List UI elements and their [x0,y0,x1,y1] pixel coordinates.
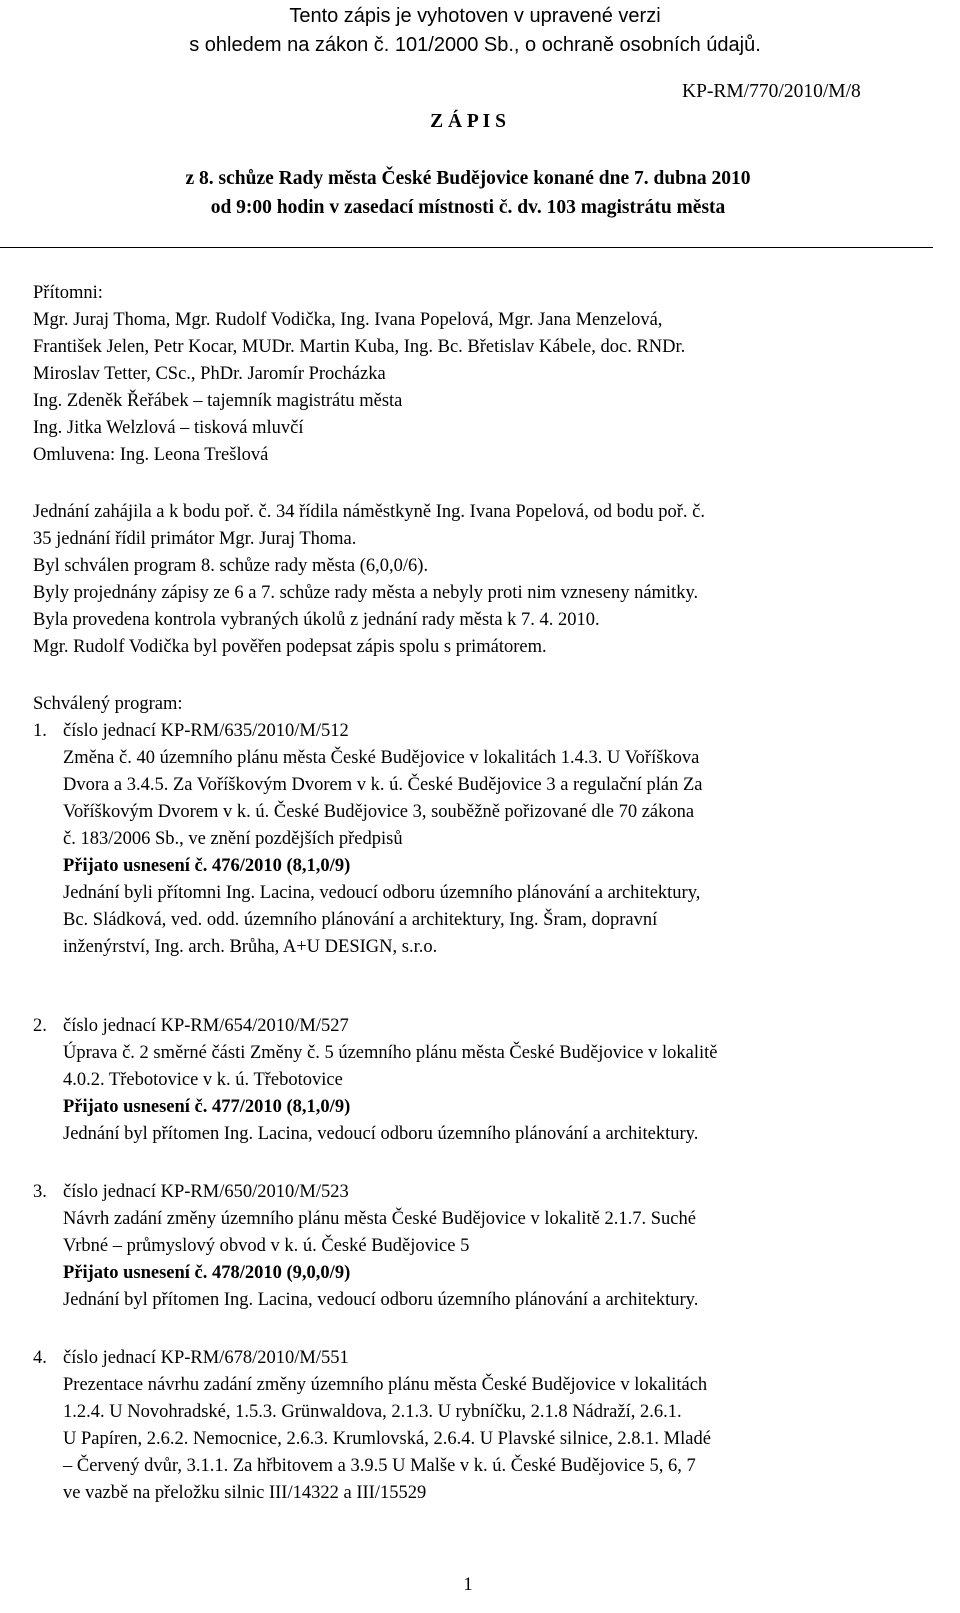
item-number: 4. [33,1348,47,1368]
item-reference: číslo jednací KP-RM/678/2010/M/551 [63,1348,349,1368]
attendance-line: František Jelen, Petr Kocar, MUDr. Martin Kuba, Ing. Bc. Břetislav Kábele, doc. RNDr. [33,337,686,357]
document-title: Z Á P I S [430,111,506,132]
item-attendees-line: Jednání byl přítomen Ing. Lacina, vedoucí odboru územního plánování a architektury. [63,1124,699,1144]
item-description-line: Voříškovým Dvorem v k. ú. České Budějovice 3, souběžně pořizované dle 70 zákona [63,802,695,822]
item-number: 3. [33,1182,47,1202]
item-description-line: 1.2.4. U Novohradské, 1.5.3. Grünwaldova, 2.1.3. U rybníčku, 2.1.8 Nádraží, 2.6.1. [63,1402,682,1422]
program-label: Schválený program: [33,694,183,714]
item-reference: číslo jednací KP-RM/650/2010/M/523 [63,1182,349,1202]
item-resolution: Přijato usnesení č. 476/2010 (8,1,0/9) [63,856,351,876]
attendance-line: Ing. Zdeněk Řeřábek – tajemník magistrátu města [33,391,403,411]
attendance-line: Mgr. Juraj Thoma, Mgr. Rudolf Vodička, Ing. Ivana Popelová, Mgr. Jana Menzelová, [33,310,663,330]
privacy-notice-line: s ohledem na zákon č. 101/2000 Sb., o ochraně osobních údajů. [189,34,761,56]
attendance-line: Ing. Jitka Welzlová – tisková mluvčí [33,418,304,438]
item-resolution: Přijato usnesení č. 477/2010 (8,1,0/9) [63,1097,351,1117]
item-number: 2. [33,1016,47,1036]
item-reference: číslo jednací KP-RM/635/2010/M/512 [63,721,349,741]
item-resolution: Přijato usnesení č. 478/2010 (9,0,0/9) [63,1263,351,1283]
intro-line: Byla provedena kontrola vybraných úkolů z jednání rady města k 7. 4. 2010. [33,610,600,630]
intro-line: Byl schválen program 8. schůze rady města (6,0,0/6). [33,556,429,576]
item-description-line: U Papíren, 2.6.2. Nemocnice, 2.6.3. Krumlovská, 2.6.4. U Plavské silnice, 2.8.1. Mladé [63,1429,711,1449]
meeting-location: od 9:00 hodin v zasedací místnosti č. dv. 103 magistrátu města [210,197,726,218]
item-description-line: Vrbné – průmyslový obvod v k. ú. České Budějovice 5 [63,1236,470,1256]
item-description-line: Prezentace návrhu zadání změny územního plánu města České Budějovice v lokalitách [63,1375,708,1395]
item-description-line: Dvora a 3.4.5. Za Voříškovým Dvorem v k. ú. České Budějovice 3 a regulační plán Za [63,775,703,795]
intro-line: Jednání zahájila a k bodu poř. č. 34 řídila náměstkyně Ing. Ivana Popelová, od bodu poř. č. [33,502,705,522]
document-number: KP-RM/770/2010/M/8 [682,81,861,102]
intro-line: Byly projednány zápisy ze 6 a 7. schůze rady města a nebyly proti nim vzneseny námitky. [33,583,699,603]
item-reference: číslo jednací KP-RM/654/2010/M/527 [63,1016,349,1036]
attendance-label: Přítomni: [33,283,103,303]
item-attendees-line: Jednání byl přítomen Ing. Lacina, vedoucí odboru územního plánování a architektury. [63,1290,699,1310]
intro-line: 35 jednání řídil primátor Mgr. Juraj Thoma. [33,529,357,549]
item-description-line: 4.0.2. Třebotovice v k. ú. Třebotovice [63,1070,343,1090]
item-description-line: – Červený dvůr, 3.1.1. Za hřbitovem a 3.9.5 U Malše v k. ú. České Budějovice 5, 6, 7 [63,1456,696,1476]
intro-line: Mgr. Rudolf Vodička byl pověřen podepsat zápis spolu s primátorem. [33,637,547,657]
attendance-line: Omluvena: Ing. Leona Trešlová [33,445,269,465]
item-attendees-line: Bc. Sládková, ved. odd. územního plánování a architektury, Ing. Šram, dopravní [63,910,658,930]
item-description-line: Úprava č. 2 směrné části Změny č. 5 územního plánu města České Budějovice v lokalitě [63,1043,718,1063]
privacy-notice-line: Tento zápis je vyhotoven v upravené verzi [289,5,661,27]
item-description-line: ve vazbě na přeložku silnic III/14322 a III/15529 [63,1483,427,1503]
item-description-line: č. 183/2006 Sb., ve znění pozdějších předpisů [63,829,403,849]
item-attendees-line: inženýrství, Ing. arch. Brůha, A+U DESIGN, s.r.o. [63,937,438,957]
attendance-line: Miroslav Tetter, CSc., PhDr. Jaromír Procházka [33,364,386,384]
item-description-line: Návrh zadání změny územního plánu města České Budějovice v lokalitě 2.1.7. Suché [63,1209,696,1229]
meeting-subtitle: z 8. schůze Rady města České Budějovice konané dne 7. dubna 2010 [185,168,751,189]
item-description-line: Změna č. 40 územního plánu města České Budějovice v lokalitách 1.4.3. U Voříškova [63,748,700,768]
item-number: 1. [33,721,47,741]
header-divider [0,247,933,248]
privacy-notice [0,2,950,60]
item-attendees-line: Jednání byli přítomni Ing. Lacina, vedoucí odboru územního plánování a architektury, [63,883,701,903]
page-number: 1 [463,1575,473,1595]
